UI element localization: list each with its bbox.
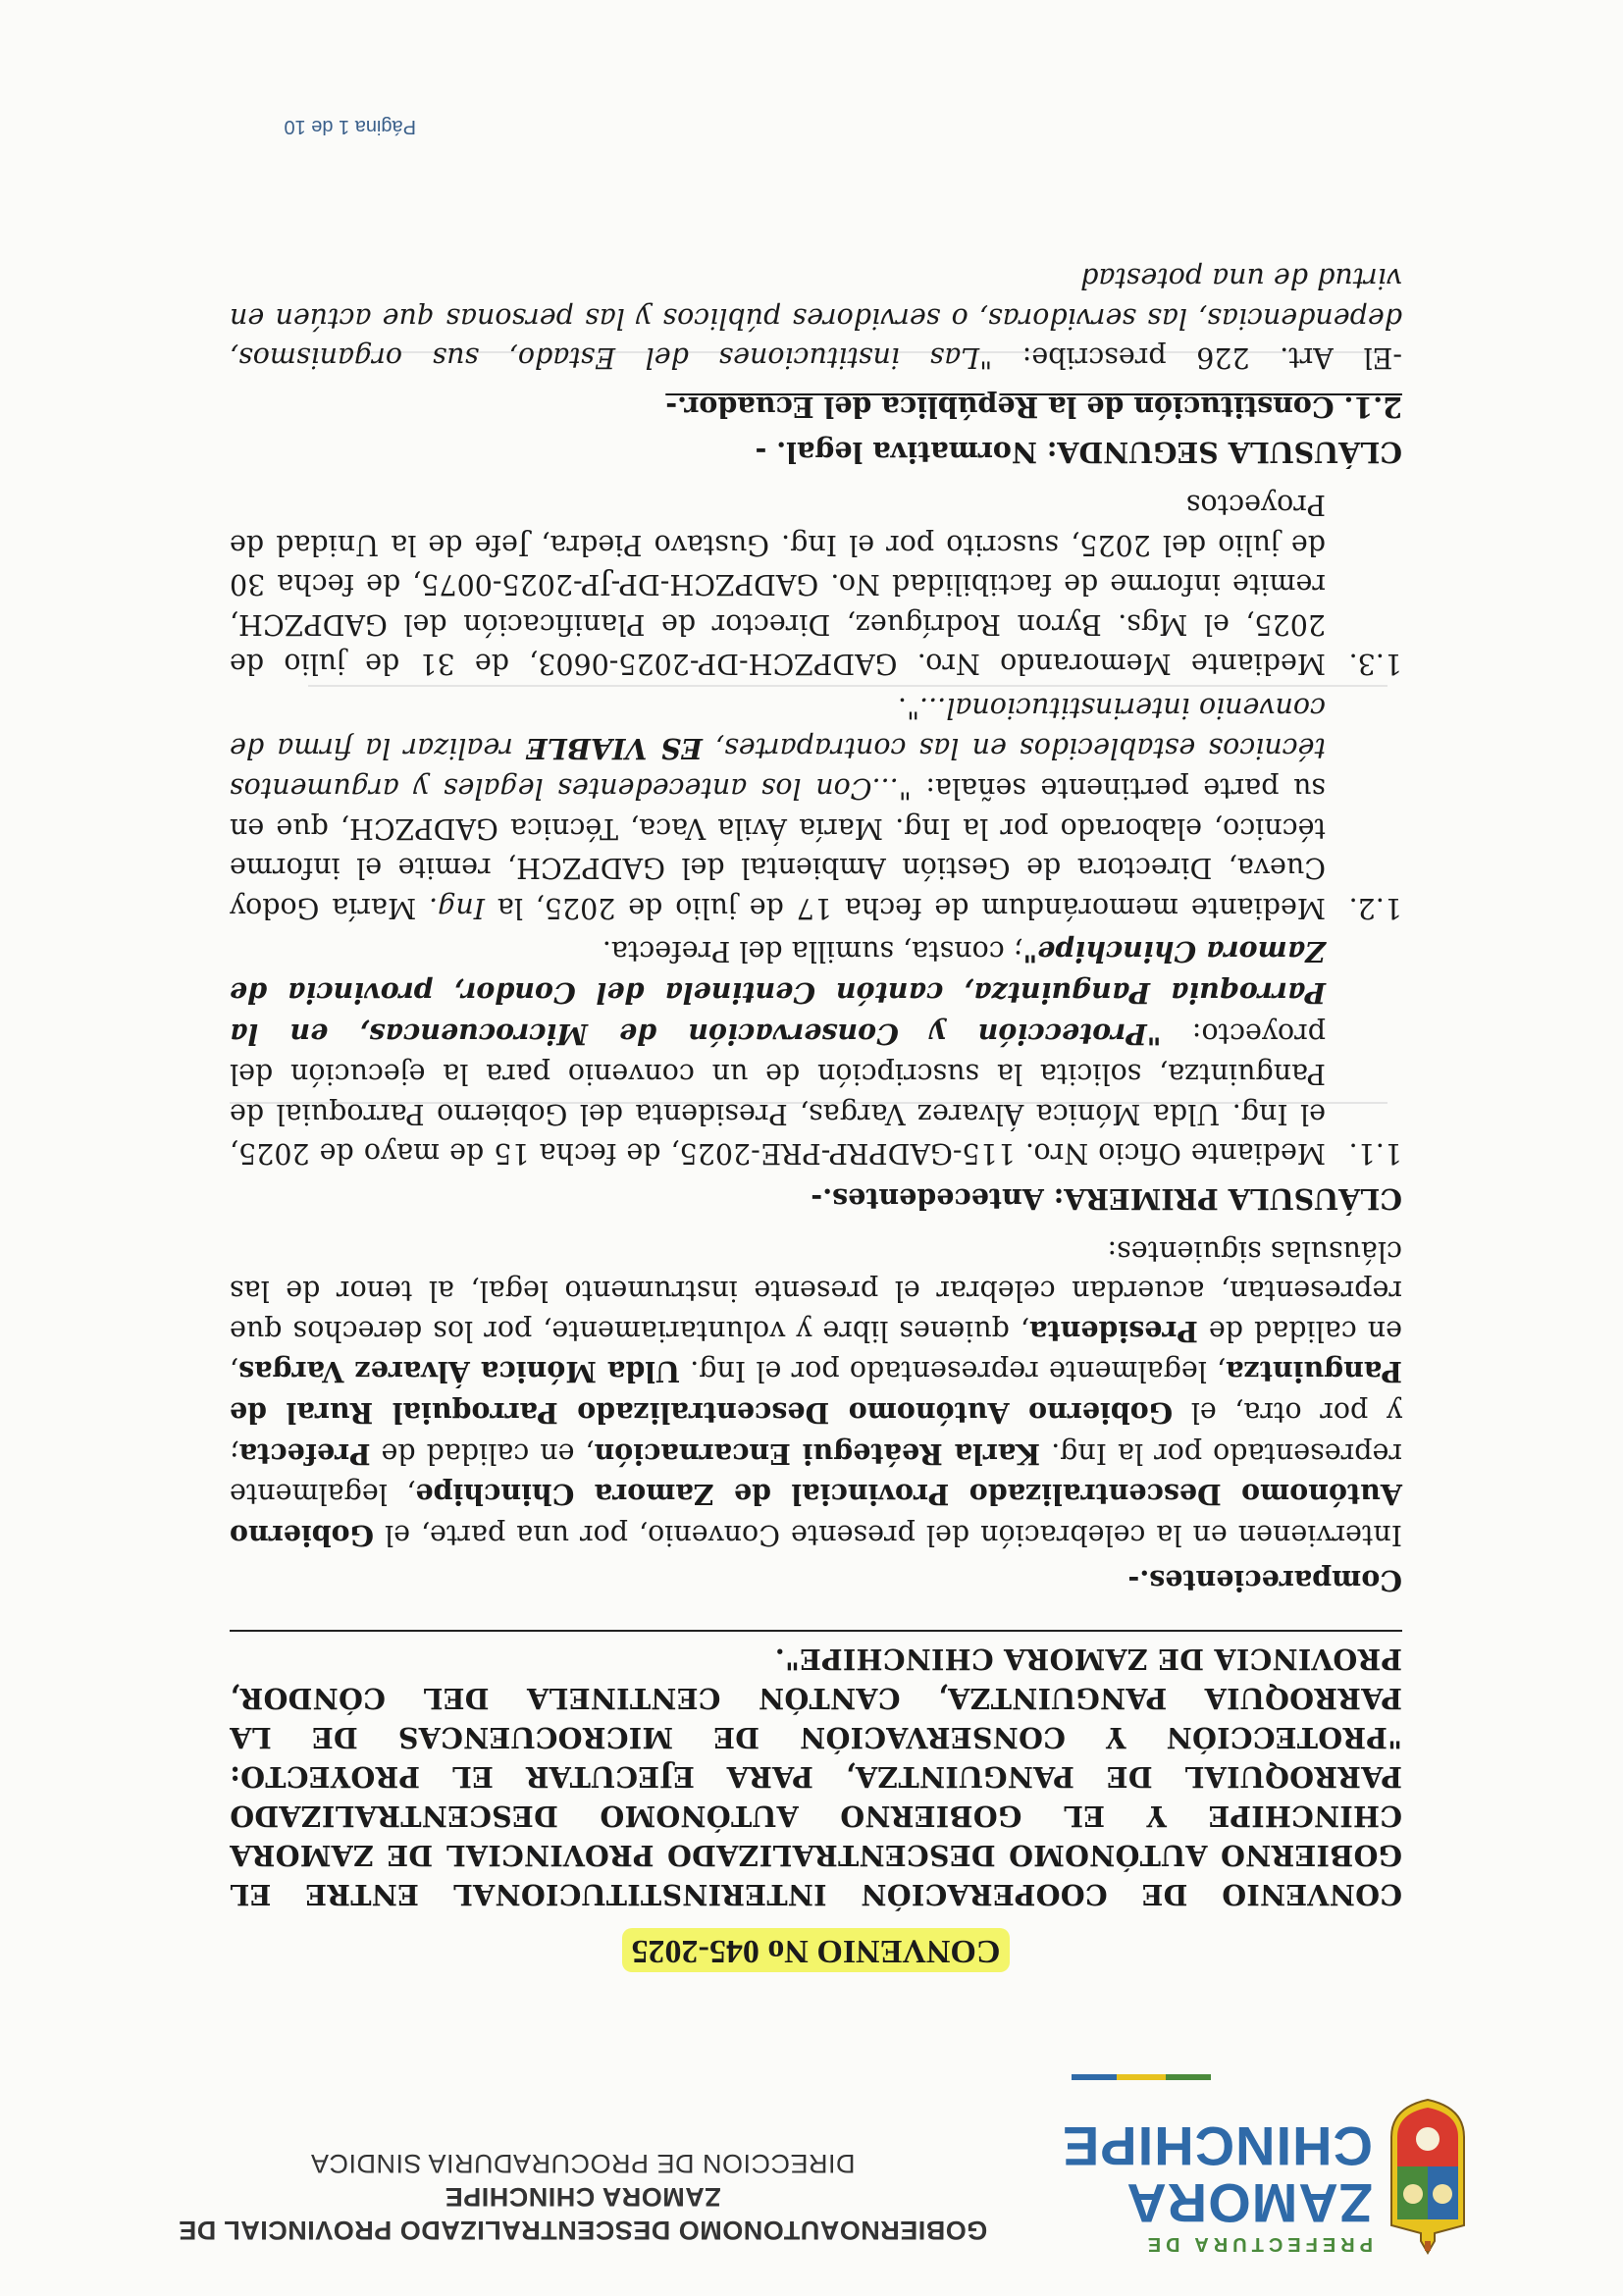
antecedente-item: 1.3. Mediante Memorando Nro. GADPZCH-DP-2025-0603, de 31 de julio de 2025, el Mgs. Byron Rodríguez, Director de Planificación del GADPZCH, remite informe de factibilidad No. GADPZCH-DP-JP-2025-0075, de fecha 30 de julio del 2025, suscrito por el Ing. Gustavo Piedra, Jefe de la Unidad de Proyectos — [230, 484, 1402, 683]
convenio-number-row — [230, 1928, 1402, 1972]
clausula-primera-heading: CLÁUSULA PRIMERA: Antecedentes.- — [811, 1182, 1402, 1217]
department-name: DIRECCION DE PROCURADURIA SINDICA — [310, 2149, 856, 2178]
comparecientes-paragraph: Intervienen en la celebración del presente Convenio, por una parte, el Gobierno Autónomo Descentralizado Provincial de Zamora Chinchipe, legalmente representado por la Ing. Karla Reátegui Encarnación, en calidad de Prefecta; y por otra, el Gobierno Autónomo Descentralizado Parroquial Rural de Panguintza, legalmente representado por el Ing. Ulda Mónica Álvarez Vargas, en calidad de Presidenta, quienes libre y voluntariamente, por los derechos que representan, acuerdan celebrar el presente instrumento legal, al tenor de las cláusulas siguientes: — [229, 1234, 1402, 1552]
document-title: CONVENIO DE COOPERACIÓN INTERINSTITUCIONAL ENTRE EL GOBIERNO AUTÓNOMO DESCENTRALIZADO PROVINCIAL DE ZAMORA CHINCHIPE Y EL GOBIERNO AUTÓNOMO DESCENTRALIZADO PARROQUIAL DE PANGUINTZA, PARA EJECUTAR EL PROYECTO: "PROTECCIÓN Y CONSERVACIÓN DE MICROCUENCAS DE LA PARROQUIA PANGUINTZA, CANTÓN CENTINELA DEL CÓNDOR, PROVINCIA DE ZAMORA CHINCHIPE". — [230, 1643, 1402, 1912]
logo-zamora-text: ZAMORA — [1126, 2172, 1373, 2234]
title-divider — [230, 1630, 1402, 1632]
logo-wordmark — [1061, 2115, 1373, 2257]
item-number: 1.3. — [1348, 648, 1402, 681]
institution-name: GOBIERNOAUTONOMO DESCENTRALIZADO PROVINCIAL DE — [178, 2216, 988, 2245]
logo-color-bar — [1072, 2074, 1211, 2080]
letterhead — [0, 2070, 1623, 2296]
logo-chinchipe-text: CHINCHIPE — [1061, 2115, 1373, 2177]
coat-of-arms-logo — [1386, 2098, 1470, 2255]
comparecientes-heading: Comparecientes.- — [1127, 1564, 1402, 1598]
logo-prefectura-text: PREFECTURA DE — [1142, 2233, 1373, 2255]
article-226-paragraph: -El Art. 226 prescribe: "Las instituciones del Estado, sus organismos, dependencias, las servidoras, o servidores públicos y las personas que actúen en virtud de una potestad — [230, 262, 1402, 375]
item-number: 1.2. — [1348, 891, 1402, 924]
convenio-number: CONVENIO No 045-2025 — [622, 1928, 1011, 1972]
antecedente-item: 1.1. Mediante Oficio Nro. 115-GADPRP-PRE-2025, de fecha 15 de mayo de 2025, el Ing. Ulda Mónica Álvarez Vargas, Presidenta del Gobierno Parroquial de Panguintza, solicita la suscripción de un convenio para la ejecución del proyecto: "Protección y Conservación de Microcuencas, en la Parroquia Panguintza, cantón Centinela del Condor, provincia de Zamora Chinchipe"; consta, sumilla del Prefecta. — [230, 931, 1402, 1174]
institution-header — [112, 2147, 1054, 2247]
document-body — [230, 245, 1402, 1972]
page-number: Página 1 de 10 — [284, 116, 416, 137]
constitucion-subheading: 2.1. Constitución de la República del Ecuador.- — [665, 390, 1402, 424]
province-name: ZAMORA CHINCHIPE — [445, 2182, 721, 2212]
clausula-segunda-heading: CLÁUSULA SEGUNDA: Normativa legal. - — [755, 436, 1402, 470]
item-number: 1.1. — [1348, 1137, 1402, 1171]
antecedente-item: 1.2. Mediante memorándum de fecha 17 de julio de 2025, la Ing. María Godoy Cueva, Directora de Gestión Ambiental del GADPZCH, remite el informe técnico, elaborado por la Ing. María Ávila Vaca, Técnica GADPZCH, que en su parte pertinente señala: "...Con los antecedentes legales y argumentos técnicos establecidos en las contrapartes, ES VIABLE realizar la firma de convenio interinstitucional...". — [230, 687, 1402, 927]
